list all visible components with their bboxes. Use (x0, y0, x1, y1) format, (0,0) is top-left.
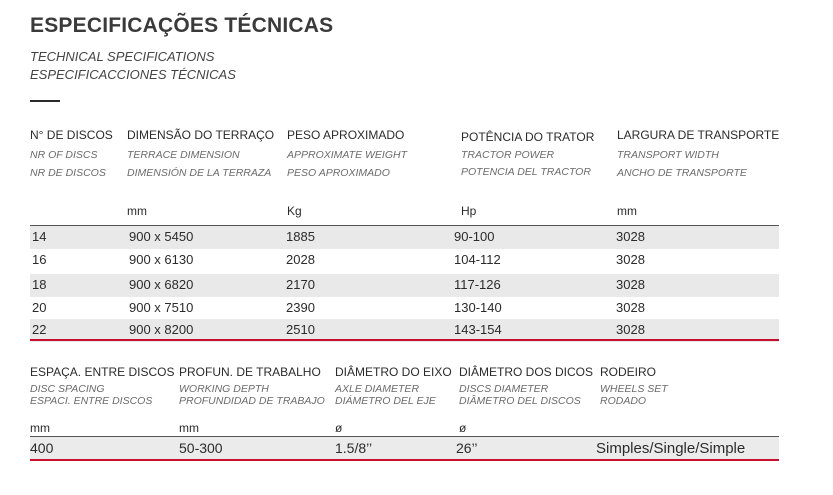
col-header-terrace: DIMENSÃO DO TERRAÇO (127, 128, 275, 142)
cell-power: 117-126 (454, 277, 501, 292)
cell-power: 104-112 (454, 251, 501, 267)
col-header-power-es: POTENCIA DEL TRACTOR (461, 166, 591, 178)
col-header-spacing: ESPAÇA. ENTRE DISCOS (30, 365, 175, 379)
unit-transport: mm (617, 204, 637, 218)
col-header-discs: N° DE DISCOS (30, 128, 113, 142)
col-header-wheels-es: RODADO (600, 395, 647, 407)
cell-discs: 18 (32, 277, 47, 292)
cell-transport: 3028 (616, 322, 645, 337)
table1-bottom-rule (30, 339, 779, 341)
table-row (30, 297, 779, 320)
subtitle-spanish: ESPECIFICACCIONES TÉCNICAS (30, 67, 236, 82)
col-header-depth-en: WORKING DEPTH (179, 383, 269, 395)
table-row (30, 226, 779, 249)
diameter-icon: ø (459, 421, 467, 435)
cell-weight: 1885 (286, 229, 315, 244)
cell-terrace: 900 x 8200 (129, 322, 194, 337)
cell-terrace: 900 x 7510 (129, 299, 194, 315)
table1-body (30, 226, 779, 342)
col-header-discs-en: NR OF DISCS (30, 149, 98, 161)
col-header-terrace-en: TERRACE DIMENSION (127, 149, 240, 161)
col-header-weight-en: APPROXIMATE WEIGHT (287, 149, 407, 161)
col-header-spacing-en: DISC SPACING (30, 383, 105, 395)
cell-power: 143-154 (454, 322, 502, 337)
table-row (30, 274, 779, 297)
cell-power: 130-140 (454, 299, 502, 315)
cell-terrace: 900 x 6820 (129, 277, 194, 292)
cell-transport: 3028 (616, 299, 645, 315)
cell-depth: 50-300 (179, 440, 223, 456)
subtitle-english: TECHNICAL SPECIFICATIONS (30, 49, 215, 64)
col-header-spacing-es: ESPACI. ENTRE DISCOS (30, 395, 153, 407)
col-header-depth: PROFUN. DE TRABALHO (179, 365, 321, 379)
cell-weight: 2170 (286, 277, 315, 292)
col-header-transport-es: ANCHO DE TRANSPORTE (617, 167, 747, 179)
cell-weight: 2028 (286, 251, 315, 267)
cell-discs: 16 (32, 251, 47, 267)
table2-row (30, 437, 779, 459)
unit-power: Hp (461, 204, 477, 218)
col-header-power-en: TRACTOR POWER (461, 149, 555, 161)
col-header-terrace-es: DIMENSIÓN DE LA TERRAZA (127, 167, 272, 179)
unit-weight: Kg (287, 204, 302, 218)
cell-transport: 3028 (616, 251, 645, 267)
col-header-disc-diameter-en: DISCS DIAMETER (459, 383, 549, 395)
table2-bottom-rule (30, 459, 779, 461)
col-header-depth-es: PROFUNDIDAD DE TRABAJO (179, 395, 325, 407)
col-header-axle-es: DIÁMETRO DEL EJE (335, 395, 436, 407)
col-header-discs-es: NR DE DISCOS (30, 167, 106, 179)
title-divider (30, 100, 60, 102)
col-header-axle-en: AXLE DIAMETER (335, 383, 420, 395)
col-header-power: POTÊNCIA DO TRATOR (461, 130, 595, 144)
unit-terrace: mm (127, 204, 147, 218)
col-header-wheels: RODEIRO (600, 365, 657, 379)
unit-depth: mm (179, 421, 199, 435)
cell-transport: 3028 (616, 229, 645, 244)
cell-weight: 2510 (286, 322, 315, 337)
cell-weight: 2390 (286, 299, 315, 315)
cell-terrace: 900 x 6130 (129, 251, 194, 267)
col-header-transport: LARGURA DE TRANSPORTE (617, 128, 780, 142)
col-header-wheels-en: WHEELS SET (600, 383, 668, 395)
col-header-disc-diameter-es: DIÂMETRO DEL DISCOS (459, 395, 581, 407)
diameter-icon: ø (335, 421, 343, 435)
unit-spacing: mm (30, 421, 50, 435)
cell-transport: 3028 (616, 277, 645, 292)
cell-discs: 14 (32, 229, 47, 244)
cell-spacing: 400 (30, 440, 54, 456)
table-row (30, 249, 779, 272)
cell-disc-diameter: 26’’ (456, 440, 478, 456)
col-header-weight: PESO APROXIMADO (287, 128, 405, 142)
col-header-weight-es: PESO APROXIMADO (287, 167, 390, 179)
col-header-transport-en: TRANSPORT WIDTH (617, 149, 719, 161)
col-header-disc-diameter: DIÂMETRO DOS DICOS (459, 365, 594, 379)
cell-discs: 20 (32, 299, 47, 315)
page-title: ESPECIFICAÇÕES TÉCNICAS (30, 14, 334, 37)
col-header-axle: DIÂMETRO DO EIXO (335, 365, 452, 379)
cell-discs: 22 (32, 322, 47, 337)
cell-terrace: 900 x 5450 (129, 229, 194, 244)
cell-wheels: Simples/Single/Simple (596, 440, 746, 457)
cell-axle: 1.5/8’’ (335, 440, 373, 456)
cell-power: 90-100 (454, 229, 495, 244)
